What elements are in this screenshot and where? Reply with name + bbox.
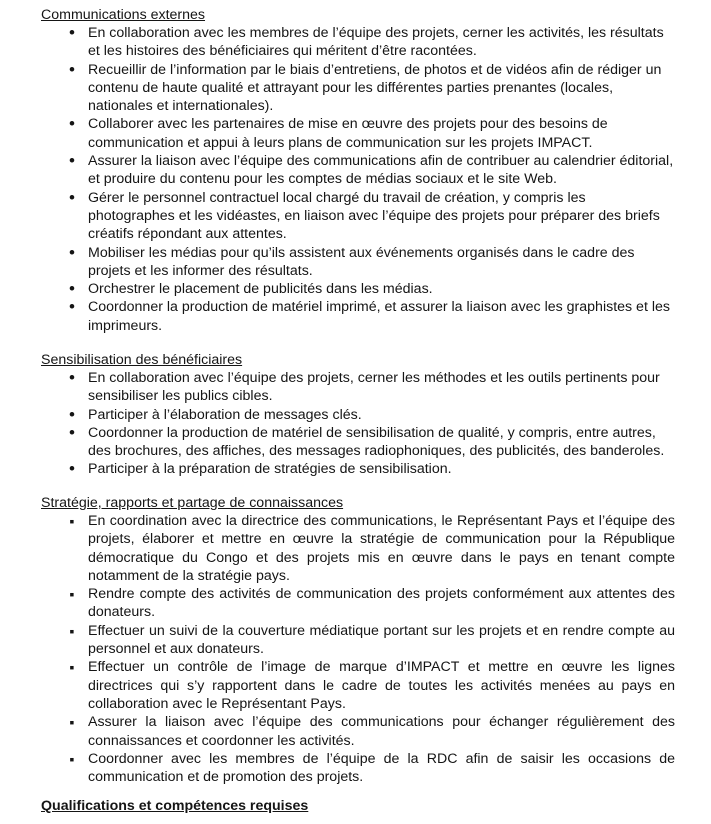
bullet-icon [64,61,80,80]
list-item: • Orchestrer le placement de publicités dans les médias. [0,280,711,298]
bullet-icon [64,189,80,208]
list-item: ▪ Rendre compte des activités de communication des projets conformément aux attentes des donateurs. [0,585,711,622]
list-item: • Recueillir de l’information par le biais d’entretiens, de photos et de vidéos afin de rédiger un contenu de haute qualité et attrayant pour les différentes parties prenantes (locales, nationales et internationales). [0,61,711,116]
list-item: ▪ Effectuer un contrôle de l’image de marque d’IMPACT et mettre en œuvre les lignes directrices qui s’y rapportent dans le cadre de toutes les activités menées au pays en collaboration avec le Représentant Pays. [0,658,711,713]
list-item: ▪ Effectuer un suivi de la couverture médiatique portant sur les projets et en rendre compte au personnel et aux donateurs. [0,622,711,659]
bullet-icon [64,713,80,732]
list-item: ▪ Coordonner avec les membres de l’équipe de la RDC afin de saisir les occasions de communication et de promotion des projets. [0,750,711,787]
list-item: • Assurer la liaison avec l’équipe des communications afin de contribuer au calendrier éditorial, et produire du contenu pour les comptes de médias sociaux et le site Web. [0,152,711,189]
bullet-icon [64,115,80,134]
section-heading: Stratégie, rapports et partage de connaissances [41,495,344,511]
list-item: • Participer à l’élaboration de messages clés. [0,406,711,424]
list-item: ▪ Assurer la liaison avec l’équipe des communications pour échanger régulièrement des connaissances et coordonner les activités. [0,713,711,750]
bullet-icon [64,152,80,171]
bullet-list [0,512,711,786]
bullet-icon [64,750,80,769]
section-heading: Sensibilisation des bénéficiaires [41,352,243,368]
list-item: ▪ En coordination avec la directrice des communications, le Représentant Pays et l’équipe des projets, élaborer et mettre en œuvre la stratégie de communication pour la République démocratique du Congo et des projets mis en œuvre dans le pays en tenant compte notamment de la stratégie pays. [0,512,711,585]
bullet-icon [64,512,80,531]
list-item: • Gérer le personnel contractuel local chargé du travail de création, y compris les photographes et les vidéastes, en liaison avec l’équipe des projets pour préparer des briefs créatifs répondant aux attentes. [0,189,711,244]
bullet-icon [64,658,80,677]
list-item: • Mobiliser les médias pour qu’ils assistent aux événements organisés dans le cadre des projets et les informer des résultats. [0,244,711,281]
list-item: • En collaboration avec les membres de l’équipe des projets, cerner les activités, les résultats et les histoires des bénéficiaires qui méritent d’être racontées. [0,24,711,61]
bullet-icon [64,298,80,317]
list-item: • Collaborer avec les partenaires de mise en œuvre des projets pour des besoins de communication et appui à leurs plans de communication sur les projets IMPACT. [0,115,711,152]
bullet-list [0,369,711,479]
bullet-icon [64,622,80,641]
bullet-icon [64,24,80,43]
list-item: • Participer à la préparation de stratégies de sensibilisation. [0,460,711,478]
list-item: • Coordonner la production de matériel imprimé, et assurer la liaison avec les graphistes et les imprimeurs. [0,298,711,335]
section-heading: Qualifications et compétences requises [41,798,309,814]
bullet-icon [64,369,80,388]
bullet-icon [64,406,80,425]
bullet-icon [64,460,80,479]
bullet-icon [64,244,80,263]
list-item: • Coordonner la production de matériel de sensibilisation de qualité, y compris, entre autres, des brochures, des affiches, des messages radiophoniques, des publicités, des banderoles. [0,424,711,461]
section-heading: Communications externes [41,7,206,23]
bullet-icon [64,424,80,443]
bullet-icon [64,585,80,604]
list-item: • En collaboration avec l’équipe des projets, cerner les méthodes et les outils pertinents pour sensibiliser les publics cibles. [0,369,711,406]
bullet-list [0,24,711,335]
